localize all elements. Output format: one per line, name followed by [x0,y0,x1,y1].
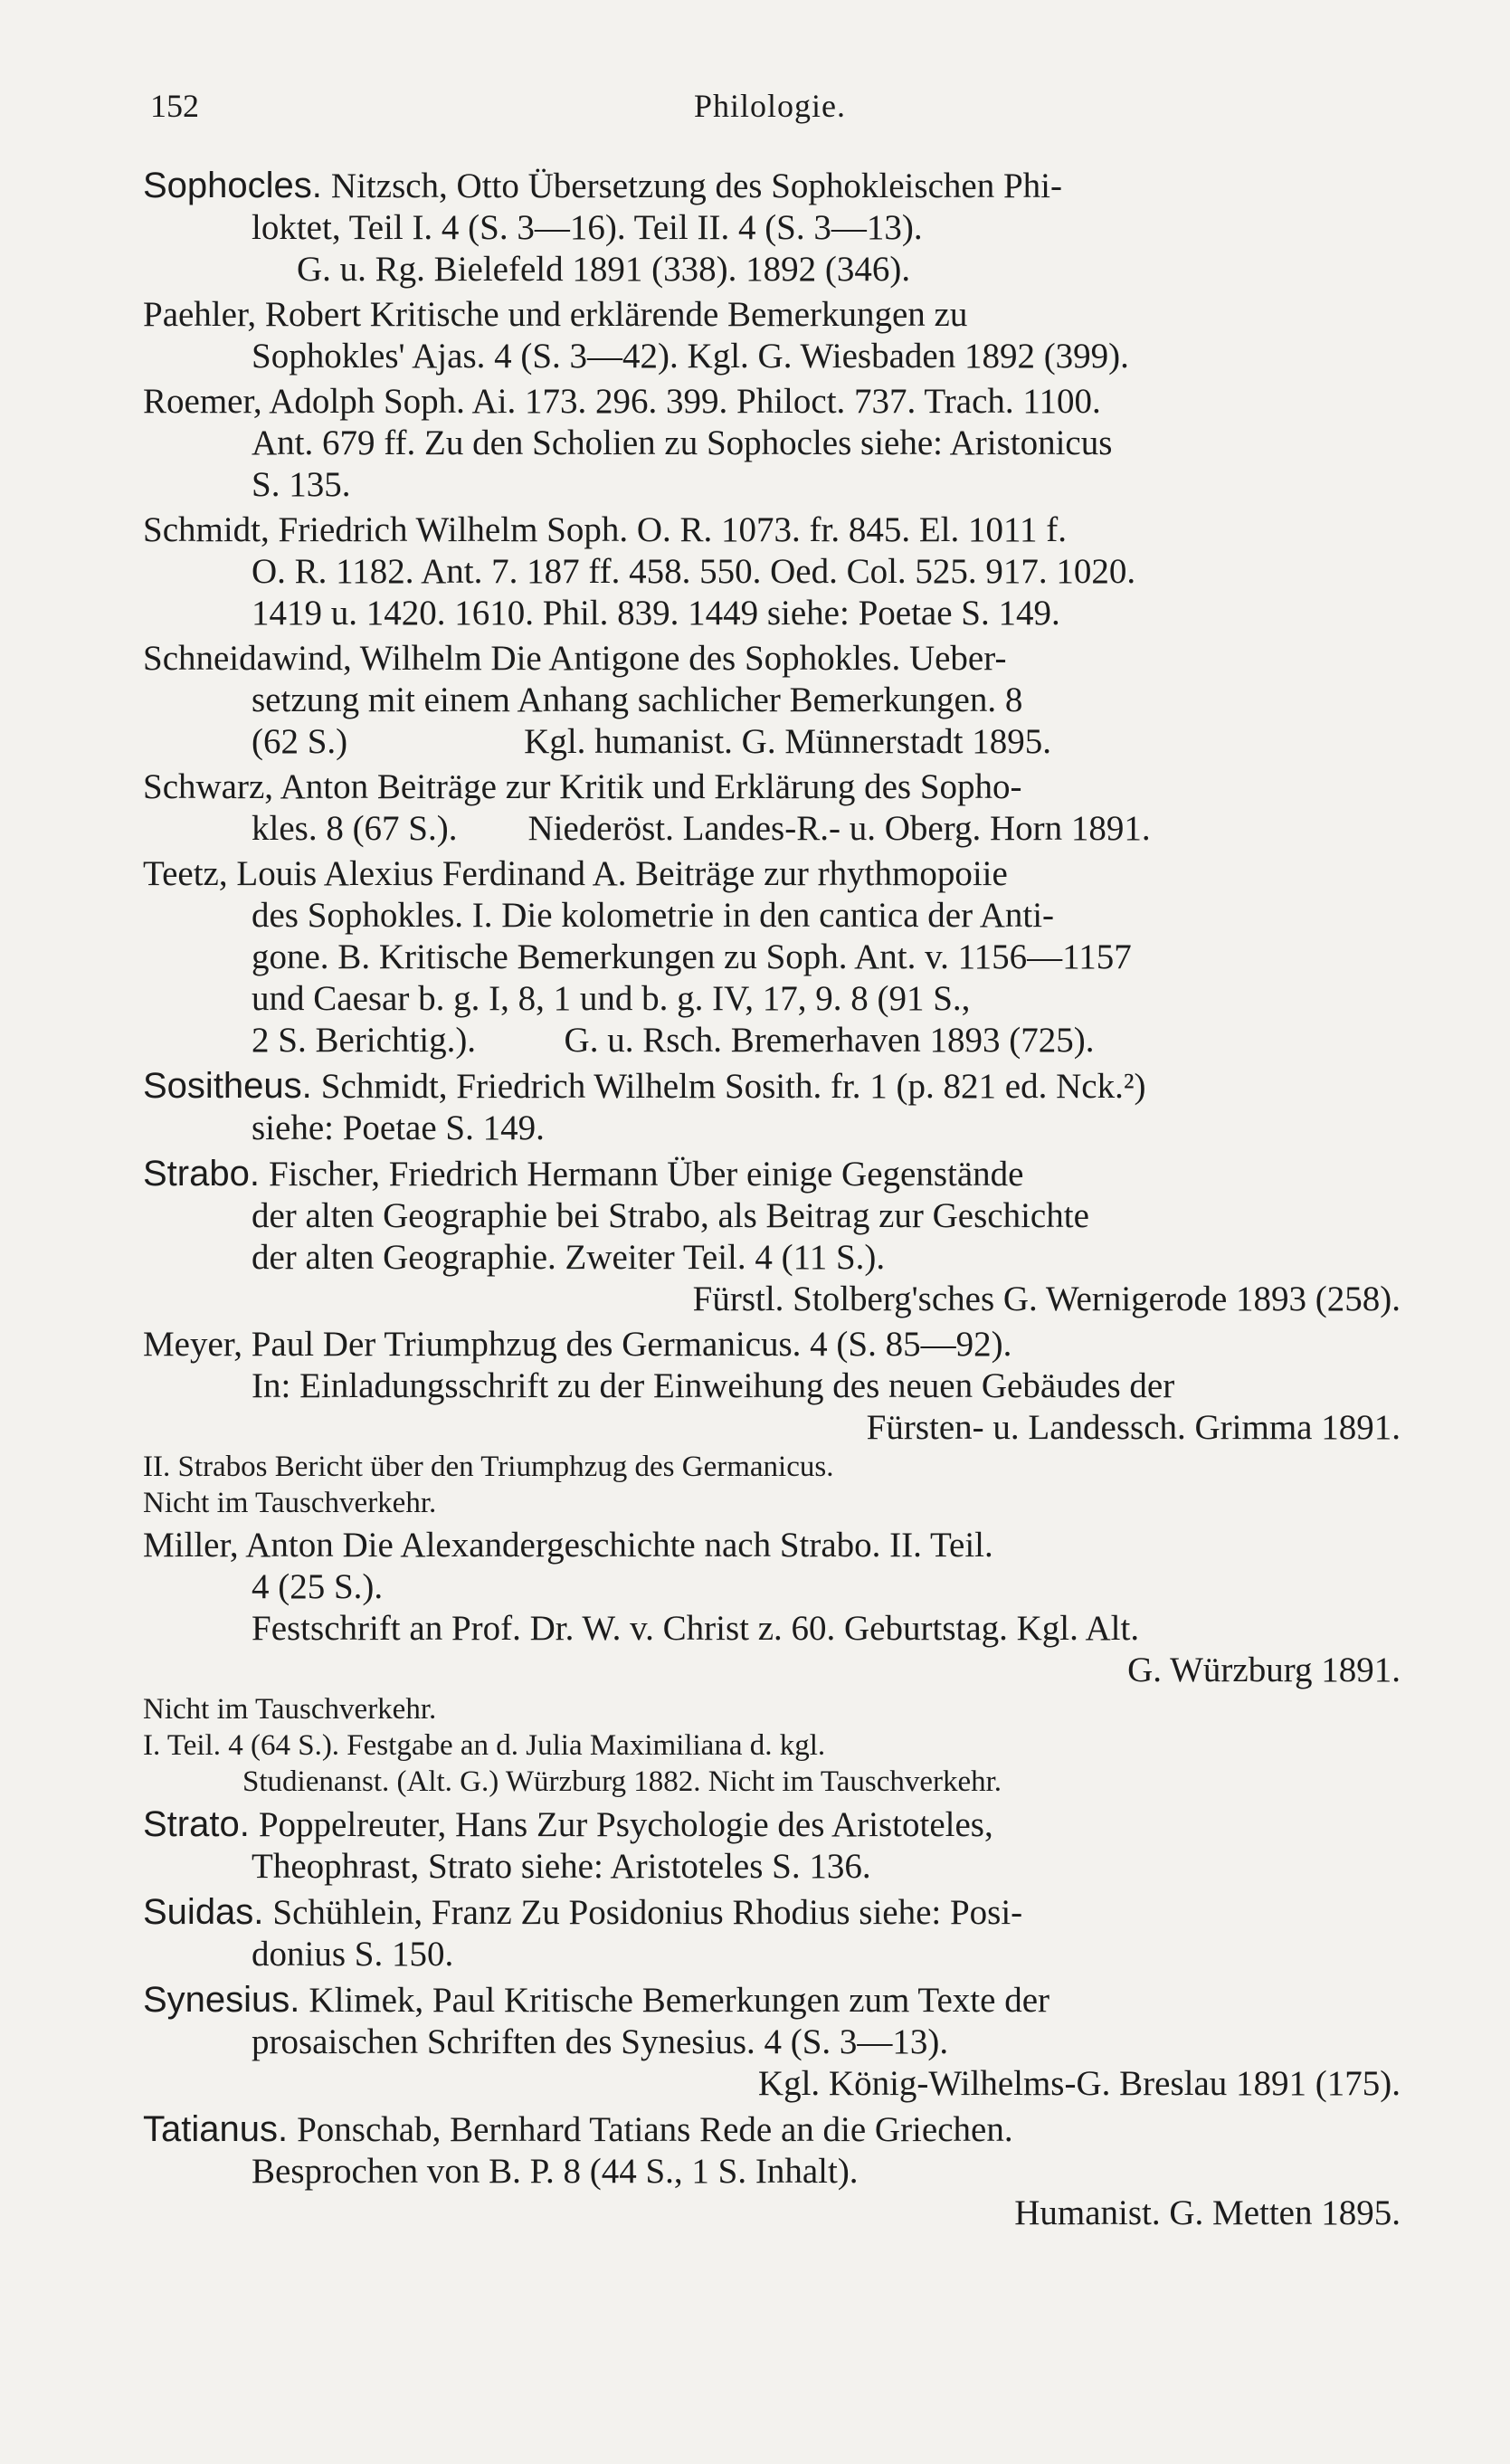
line-text: Ant. 679 ff. Zu den Scholien zu Sophocles siehe: Aristonicus [252,423,1113,462]
bibliography-line [143,1566,1401,1608]
line-text: Poppelreuter, Hans Zur Psychologie des Aristoteles, [258,1805,993,1844]
bibliography-line [143,2151,1401,2193]
bibliography-line [143,2193,1401,2234]
line-text: Theophrast, Strato siehe: Aristoteles S. 136. [252,1847,871,1886]
bibliography-line [143,808,1401,850]
bibliography-line [143,1485,1401,1521]
author-heading: Suidas. [143,1892,264,1932]
line-text: In: Einladungsschrift zu der Einweihung des neuen Gebäudes der [252,1366,1175,1405]
line-text: Roemer, Adolph Soph. Ai. 173. 296. 399. Philoct. 737. Trach. 1100. [143,382,1101,421]
bibliography-line [143,1608,1401,1650]
line-text: Schmidt, Friedrich Wilhelm Sosith. fr. 1 (p. 821 ed. Nck.²) [320,1067,1146,1106]
author-heading: Synesius. [143,1980,300,2020]
line-text: Schneidawind, Wilhelm Die Antigone des Sophokles. Ueber- [143,639,1007,678]
bibliography-line [143,381,1401,423]
line-text: Festschrift an Prof. Dr. W. v. Christ z. 60. Geburtstag. Kgl. Alt. [252,1609,1140,1648]
bibliography-list [143,165,1401,2234]
line-text: loktet, Teil I. 4 (S. 3—16). Teil II. 4 (S. 3—13). [252,208,923,247]
bibliography-line [143,165,1401,207]
bibliography-line [143,1324,1401,1365]
line-text: Teetz, Louis Alexius Ferdinand A. Beiträge zur rhythmopoiie [143,854,1008,893]
page-header [150,87,1390,136]
author-heading: Strabo. [143,1154,260,1194]
line-text: G. Würzburg 1891. [1127,1651,1401,1689]
bibliography-line [143,593,1401,634]
bibliography-line [143,1891,1401,1934]
bibliography-line [143,1237,1401,1279]
bibliography-line [143,2063,1401,2105]
bibliography-line [143,1934,1401,1975]
bibliography-line [143,1020,1401,1061]
bibliography-line [143,853,1401,895]
bibliography-line [143,2108,1401,2151]
bibliography-line [143,1691,1401,1727]
line-text: S. 135. [252,465,351,504]
line-text: des Sophokles. I. Die kolometrie in den cantica der Anti- [252,896,1055,935]
bibliography-line [143,1407,1401,1449]
line-text: Miller, Anton Die Alexandergeschichte nach Strabo. II. Teil. [143,1526,993,1565]
line-text: Sophokles' Ajas. 4 (S. 3—42). Kgl. G. Wiesbaden 1892 (399). [252,337,1129,376]
bibliography-line [143,1525,1401,1566]
line-text: kles. 8 (67 S.). Niederöst. Landes-R.- u. Oberg. Horn 1891. [252,809,1151,848]
bibliography-line [143,336,1401,377]
bibliography-line [143,680,1401,721]
bibliography-line [143,1979,1401,2022]
bibliography-line [143,1803,1401,1846]
line-text: G. u. Rg. Bielefeld 1891 (338). 1892 (346). [297,250,911,289]
bibliography-line [143,423,1401,464]
bibliography-line [143,1065,1401,1108]
line-text: Paehler, Robert Kritische und erklärende Bemerkungen zu [143,295,968,334]
bibliography-line [143,294,1401,336]
author-heading: Sophocles. [143,166,322,205]
line-text: 2 S. Berichtig.). G. u. Rsch. Bremerhaven 1893 (725). [252,1021,1095,1060]
line-text: und Caesar b. g. I, 8, 1 und b. g. IV, 17, 9. 8 (91 S., [252,979,971,1018]
line-text: Nitzsch, Otto Übersetzung des Sophokleischen Phi- [330,166,1062,205]
line-text: Humanist. G. Metten 1895. [1014,2193,1401,2232]
line-text: Ponschab, Bernhard Tatians Rede an die Griechen. [297,2110,1013,2149]
line-text: gone. B. Kritische Bemerkungen zu Soph. Ant. v. 1156—1157 [252,937,1132,976]
line-text: Fischer, Friedrich Hermann Über einige Gegenstände [268,1155,1024,1194]
bibliography-line [143,1108,1401,1149]
line-text: Fürsten- u. Landessch. Grimma 1891. [866,1408,1401,1447]
bibliography-line [143,1279,1401,1320]
author-heading: Sositheus. [143,1066,312,1106]
line-text: Klimek, Paul Kritische Bemerkungen zum Texte der [309,1981,1050,2020]
bibliography-line [143,895,1401,937]
bibliography-line [143,937,1401,978]
bibliography-line [143,1195,1401,1237]
line-text: Schühlein, Franz Zu Posidonius Rhodius siehe: Posi- [272,1893,1023,1932]
bibliography-line [143,638,1401,680]
line-text: donius S. 150. [252,1935,454,1974]
bibliography-line [143,721,1401,763]
line-text: Meyer, Paul Der Triumphzug des Germanicus. 4 (S. 85—92). [143,1325,1012,1364]
line-text: Schmidt, Friedrich Wilhelm Soph. O. R. 1073. fr. 845. El. 1011 f. [143,510,1068,549]
line-text: prosaischen Schriften des Synesius. 4 (S. 3—13). [252,2022,949,2061]
bibliography-line [143,1153,1401,1195]
bibliography-line [143,766,1401,808]
bibliography-line [143,249,1401,290]
line-text: der alten Geographie bei Strabo, als Beitrag zur Geschichte [252,1196,1089,1235]
bibliography-line [143,464,1401,506]
line-text: I. Teil. 4 (64 S.). Festgabe an d. Julia Maximiliana d. kgl. [143,1729,826,1762]
line-text: O. R. 1182. Ant. 7. 187 ff. 458. 550. Oed. Col. 525. 917. 1020. [252,552,1136,591]
line-text: Fürstl. Stolberg'sches G. Wernigerode 1893 (258). [692,1280,1401,1318]
bibliography-line [143,978,1401,1020]
line-text: Nicht im Tauschverkehr. [143,1487,437,1519]
bibliography-line [143,1650,1401,1691]
line-text: der alten Geographie. Zweiter Teil. 4 (11 S.). [252,1238,886,1277]
author-heading: Strato. [143,1804,250,1844]
bibliography-line [143,1365,1401,1407]
line-text: Nicht im Tauschverkehr. [143,1693,437,1726]
line-text: Schwarz, Anton Beiträge zur Kritik und Erklärung des Sopho- [143,767,1022,806]
bibliography-line [143,509,1401,551]
bibliography-line [143,1846,1401,1888]
author-heading: Tatianus. [143,2109,289,2149]
line-text: 1419 u. 1420. 1610. Phil. 839. 1449 siehe: Poetae S. 149. [252,594,1060,633]
bibliography-line [143,1727,1401,1764]
line-text: (62 S.) Kgl. humanist. G. Münnerstadt 1895. [252,722,1051,761]
line-text: Studienanst. (Alt. G.) Würzburg 1882. Nicht im Tauschverkehr. [242,1765,1002,1798]
bibliography-line [143,551,1401,593]
running-head: Philologie. [693,88,846,124]
line-text: Besprochen von B. P. 8 (44 S., 1 S. Inhalt). [252,2152,859,2191]
line-text: 4 (25 S.). [252,1567,384,1606]
bibliography-line [143,2022,1401,2063]
line-text: setzung mit einem Anhang sachlicher Bemerkungen. 8 [252,680,1023,719]
bibliography-line [143,1449,1401,1485]
line-text: Kgl. König-Wilhelms-G. Breslau 1891 (175). [757,2064,1401,2103]
line-text: siehe: Poetae S. 149. [252,1108,545,1147]
bibliography-line [143,1764,1401,1800]
bibliography-line [143,207,1401,249]
page-number: 152 [150,88,199,124]
line-text: II. Strabos Bericht über den Triumphzug des Germanicus. [143,1451,834,1483]
